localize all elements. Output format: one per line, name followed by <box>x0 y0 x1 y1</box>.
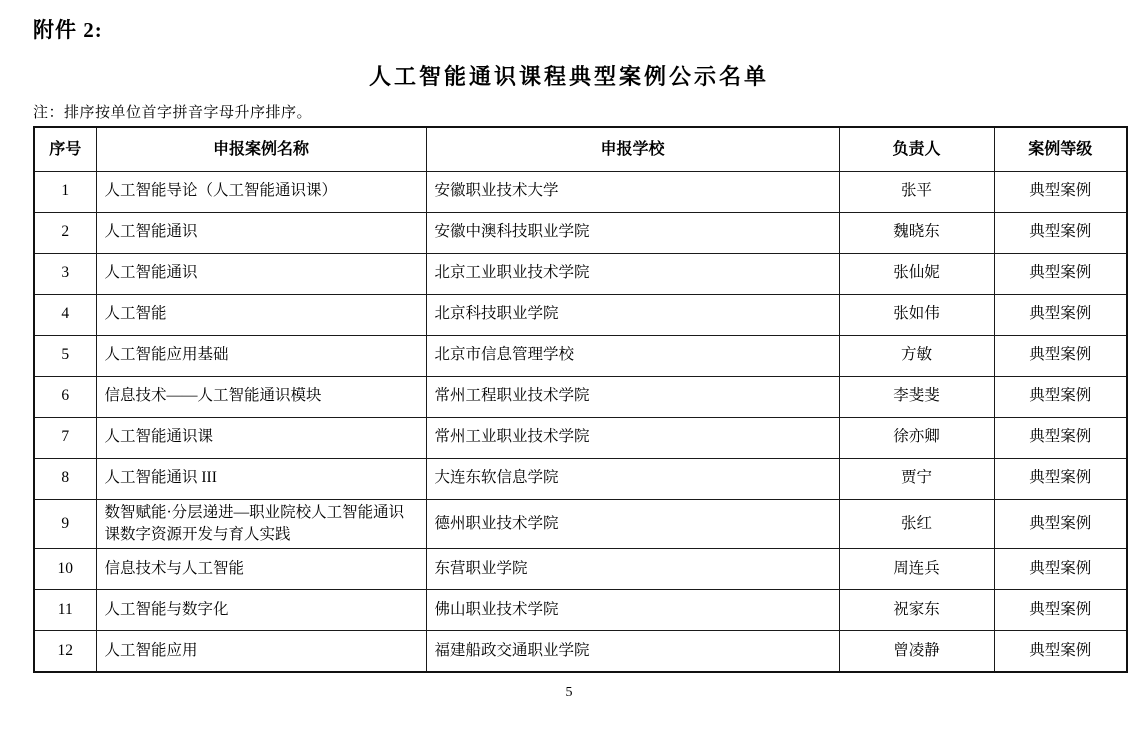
table-header-row <box>34 127 1127 171</box>
cell-case-name: 人工智能通识课 <box>96 417 426 458</box>
cell-case-name: 信息技术——人工智能通识模块 <box>96 376 426 417</box>
cell-school: 福建船政交通职业学院 <box>426 631 839 672</box>
cell-case-name: 人工智能通识 <box>96 212 426 253</box>
cell-leader: 张平 <box>839 171 994 212</box>
cell-index: 7 <box>34 417 96 458</box>
cell-leader: 方敏 <box>839 335 994 376</box>
cell-school: 安徽中澳科技职业学院 <box>426 212 839 253</box>
cell-index: 1 <box>34 171 96 212</box>
table-row <box>34 171 1127 212</box>
cell-leader: 贾宁 <box>839 458 994 499</box>
cell-leader: 徐亦卿 <box>839 417 994 458</box>
cell-index: 10 <box>34 549 96 590</box>
page-title: 人工智能通识课程典型案例公示名单 <box>368 64 769 89</box>
cell-level: 典型案例 <box>994 499 1127 549</box>
table-row <box>34 631 1127 672</box>
cell-index: 8 <box>34 458 96 499</box>
cell-case-name: 人工智能与数字化 <box>96 590 426 631</box>
cell-school: 德州职业技术学院 <box>426 499 839 549</box>
cell-school: 北京工业职业技术学院 <box>426 253 839 294</box>
cell-case-name: 人工智能应用 <box>96 631 426 672</box>
cell-leader: 张红 <box>839 499 994 549</box>
cell-index: 4 <box>34 294 96 335</box>
cell-leader: 李斐斐 <box>839 376 994 417</box>
cell-index: 11 <box>34 590 96 631</box>
cell-school: 东营职业学院 <box>426 549 839 590</box>
cell-index: 12 <box>34 631 96 672</box>
cell-school: 安徽职业技术大学 <box>426 171 839 212</box>
header-school: 申报学校 <box>426 127 839 171</box>
header-index: 序号 <box>34 127 96 171</box>
cell-level: 典型案例 <box>994 253 1127 294</box>
table-row <box>34 212 1127 253</box>
cell-level: 典型案例 <box>994 376 1127 417</box>
cell-level: 典型案例 <box>994 335 1127 376</box>
sorting-note: 注：排序按单位首字拼音字母升序排序。 <box>33 105 313 121</box>
cell-school: 北京市信息管理学校 <box>426 335 839 376</box>
cell-case-name: 人工智能导论（人工智能通识课） <box>96 171 426 212</box>
cell-leader: 张如伟 <box>839 294 994 335</box>
table-row <box>34 458 1127 499</box>
cell-case-name: 人工智能通识 <box>96 253 426 294</box>
cell-index: 6 <box>34 376 96 417</box>
page-number: 5 <box>565 684 573 700</box>
header-case-name: 申报案例名称 <box>96 127 426 171</box>
table-header <box>34 127 1127 171</box>
cell-leader: 张仙妮 <box>839 253 994 294</box>
cell-index: 9 <box>34 499 96 549</box>
cell-leader: 魏晓东 <box>839 212 994 253</box>
table-row <box>34 294 1127 335</box>
cell-index: 5 <box>34 335 96 376</box>
table-row <box>34 376 1127 417</box>
cell-level: 典型案例 <box>994 417 1127 458</box>
cell-level: 典型案例 <box>994 631 1127 672</box>
cell-school: 常州工程职业技术学院 <box>426 376 839 417</box>
cell-index: 2 <box>34 212 96 253</box>
table-row <box>34 549 1127 590</box>
case-table <box>33 126 1128 673</box>
table-row <box>34 253 1127 294</box>
cell-school: 北京科技职业学院 <box>426 294 839 335</box>
header-level: 案例等级 <box>994 127 1127 171</box>
cell-case-name: 数智赋能·分层递进—职业院校人工智能通识课数字资源开发与育人实践 <box>96 499 426 549</box>
cell-level: 典型案例 <box>994 171 1127 212</box>
table-row <box>34 590 1127 631</box>
cell-case-name: 人工智能 <box>96 294 426 335</box>
cell-leader: 曾凌静 <box>839 631 994 672</box>
cell-level: 典型案例 <box>994 549 1127 590</box>
cell-case-name: 信息技术与人工智能 <box>96 549 426 590</box>
cell-leader: 祝家东 <box>839 590 994 631</box>
cell-school: 常州工业职业技术学院 <box>426 417 839 458</box>
cell-index: 3 <box>34 253 96 294</box>
cell-level: 典型案例 <box>994 294 1127 335</box>
table-row <box>34 417 1127 458</box>
cell-level: 典型案例 <box>994 212 1127 253</box>
attachment-label: 附件 2: <box>33 18 103 42</box>
table-body <box>34 171 1127 672</box>
table-row <box>34 499 1127 549</box>
cell-level: 典型案例 <box>994 590 1127 631</box>
cell-school: 大连东软信息学院 <box>426 458 839 499</box>
cell-case-name: 人工智能应用基础 <box>96 335 426 376</box>
cell-school: 佛山职业技术学院 <box>426 590 839 631</box>
header-leader: 负责人 <box>839 127 994 171</box>
cell-leader: 周连兵 <box>839 549 994 590</box>
cell-case-name: 人工智能通识 III <box>96 458 426 499</box>
cell-level: 典型案例 <box>994 458 1127 499</box>
table-row <box>34 335 1127 376</box>
